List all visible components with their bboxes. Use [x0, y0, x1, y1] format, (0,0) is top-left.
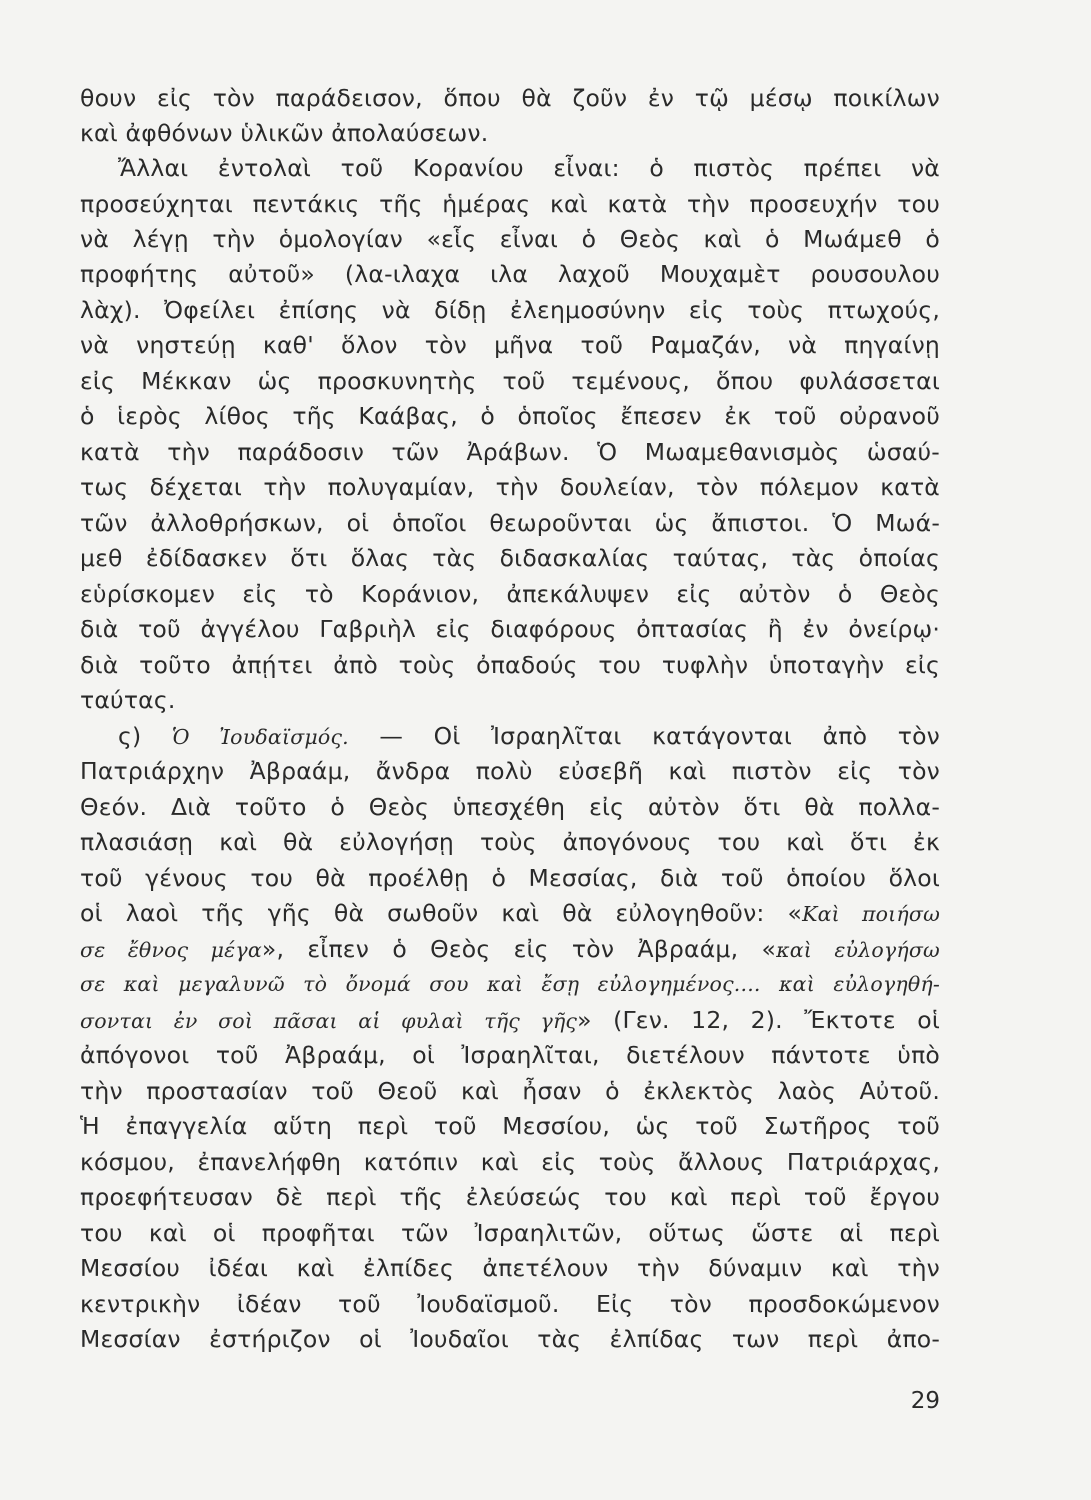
text-line: προσεύχηται πεντάκις τῆς ἡμέρας καὶ κατὰ τὴν προσευχήν του	[80, 190, 940, 218]
quote-line: σε καὶ μεγαλυνῶ τὸ ὄνομά σου καὶ ἔσῃ εὐλογημένος.... καὶ εὐλογηθή-	[80, 972, 940, 996]
text-line	[80, 898, 940, 929]
text-line: προεφήτευσαν δὲ περὶ τῆς ἐλεύσεώς του καὶ περὶ τοῦ ἔργου	[80, 1183, 940, 1211]
text-line: του καὶ οἱ προφῆται τῶν Ἰσραηλιτῶν, οὕτως ὥστε αἱ περὶ	[80, 1219, 940, 1247]
quote-italic: σε ἔθνος μέγα	[80, 938, 262, 962]
page-number: 29	[910, 1388, 940, 1414]
text-span: οἱ λαοὶ τῆς γῆς θὰ σωθοῦν καὶ θὰ εὐλογηθοῦν: «	[80, 899, 803, 927]
text-line: νὰ νηστεύῃ καθ' ὅλον τὸν μῆνα τοῦ Ραμαζάν, νὰ πηγαίνῃ	[80, 331, 940, 359]
text-line: Πατριάρχην Ἀβραάμ, ἄνδρα πολὺ εὐσεβῆ καὶ πιστὸν εἰς τὸν	[80, 757, 940, 785]
text-span: » (Γεν. 12, 2). Ἔκτοτε οἱ	[577, 1006, 940, 1034]
text-line: κεντρικὴν ἰδέαν τοῦ Ἰουδαϊσμοῦ. Εἰς τὸν προσδοκώμενον	[80, 1290, 940, 1318]
text-span: », εἶπεν ὁ Θεὸς εἰς τὸν Ἀβραάμ, «	[261, 935, 777, 963]
text-line: τοῦ γένους του θὰ προέλθῃ ὁ Μεσσίας, διὰ τοῦ ὁποίου ὅλοι	[80, 864, 940, 892]
text-line: λὰχ). Ὀφείλει ἐπίσης νὰ δίδῃ ἐλεημοσύνην εἰς τοὺς πτωχούς,	[80, 296, 940, 324]
text-line: νὰ λέγῃ τὴν ὁμολογίαν «εἷς εἶναι ὁ Θεὸς καὶ ὁ Μωάμεθ ὁ	[80, 225, 940, 253]
section-title: Ὁ Ἰουδαϊσμός.	[171, 725, 349, 749]
text-line: Θεόν. Διὰ τοῦτο ὁ Θεὸς ὑπεσχέθη εἰς αὐτὸν ὅτι θὰ πολλα-	[80, 793, 940, 821]
text-line: Μεσσίαν ἐστήριζον οἱ Ἰουδαῖοι τὰς ἐλπίδας των περὶ ἀπο-	[80, 1325, 940, 1353]
text-line: ταύτας.	[80, 686, 176, 714]
quote-italic: σονται ἐν σοὶ πᾶσαι αἱ φυλαὶ τῆς γῆς	[80, 1009, 578, 1033]
text-line: τὴν προστασίαν τοῦ Θεοῦ καὶ ἦσαν ὁ ἐκλεκτὸς λαὸς Αὐτοῦ.	[80, 1077, 940, 1105]
section-heading-line	[118, 721, 940, 752]
text-line: διὰ τοῦ ἀγγέλου Γαβριὴλ εἰς διαφόρους ὀπτασίας ἢ ἐν ὀνείρῳ·	[80, 615, 940, 643]
text-line: κατὰ τὴν παράδοσιν τῶν Ἀράβων. Ὁ Μωαμεθανισμὸς ὡσαύ-	[80, 438, 940, 466]
text-line: θουν εἰς τὸν παράδεισον, ὅπου θὰ ζοῦν ἐν τῷ μέσῳ ποικίλων	[80, 84, 940, 112]
text-line: ὁ ἱερὸς λίθος τῆς Καάβας, ὁ ὁποῖος ἔπεσεν ἐκ τοῦ οὐρανοῦ	[80, 402, 940, 430]
quote-italic: καὶ εὐλογήσω	[776, 938, 940, 962]
text-line: Μεσσίου ἰδέαι καὶ ἐλπίδες ἀπετέλουν τὴν δύναμιν καὶ τὴν	[80, 1254, 940, 1282]
text-line: ἀπόγονοι τοῦ Ἀβραάμ, οἱ Ἰσραηλῖται, διετέλουν πάντοτε ὑπὸ	[80, 1041, 940, 1069]
text-line: διὰ τοῦτο ἀπῄτει ἀπὸ τοὺς ὀπαδούς του τυφλὴν ὑποταγὴν εἰς	[80, 651, 940, 679]
text-line: κόσμου, ἐπανελήφθη κατόπιν καὶ εἰς τοὺς ἄλλους Πατριάρχας,	[80, 1148, 940, 1176]
text-line: προφήτης αὐτοῦ» (λα-ιλαχα ιλα λαχοῦ Μουχαμὲτ ρουσουλου	[80, 260, 940, 288]
text-line	[80, 934, 940, 965]
text-span: — Οἱ Ἰσραηλῖται κατάγονται ἀπὸ τὸν	[379, 722, 941, 750]
text-line: Ἡ ἐπαγγελία αὕτη περὶ τοῦ Μεσσίου, ὡς τοῦ Σωτῆρος τοῦ	[80, 1112, 940, 1140]
text-line: πλασιάσῃ καὶ θὰ εὐλογήσῃ τοὺς ἀπογόνους του καὶ ὅτι ἐκ	[80, 828, 940, 856]
text-line: τῶν ἀλλοθρήσκων, οἱ ὁποῖοι θεωροῦνται ὡς ἄπιστοι. Ὁ Μωά-	[80, 509, 940, 537]
section-marker: ς)	[118, 722, 142, 750]
text-line: μεθ ἐδίδασκεν ὅτι ὅλας τὰς διδασκαλίας ταύτας, τὰς ὁποίας	[80, 544, 940, 572]
text-line: εἰς Μέκκαν ὡς προσκυνητὴς τοῦ τεμένους, ὅπου φυλάσσεται	[80, 367, 940, 395]
text-line: καὶ ἀφθόνων ὑλικῶν ἀπολαύσεων.	[80, 119, 489, 147]
quote-italic: Καὶ ποιήσω	[802, 902, 940, 926]
text-line: Ἄλλαι ἐντολαὶ τοῦ Κορανίου εἶναι: ὁ πιστὸς πρέπει νὰ	[118, 154, 940, 182]
text-line: εὑρίσκομεν εἰς τὸ Κοράνιον, ἀπεκάλυψεν εἰς αὐτὸν ὁ Θεὸς	[80, 580, 940, 608]
text-line: τως δέχεται τὴν πολυγαμίαν, τὴν δουλείαν, τὸν πόλεμον κατὰ	[80, 473, 940, 501]
text-line	[80, 1005, 940, 1036]
